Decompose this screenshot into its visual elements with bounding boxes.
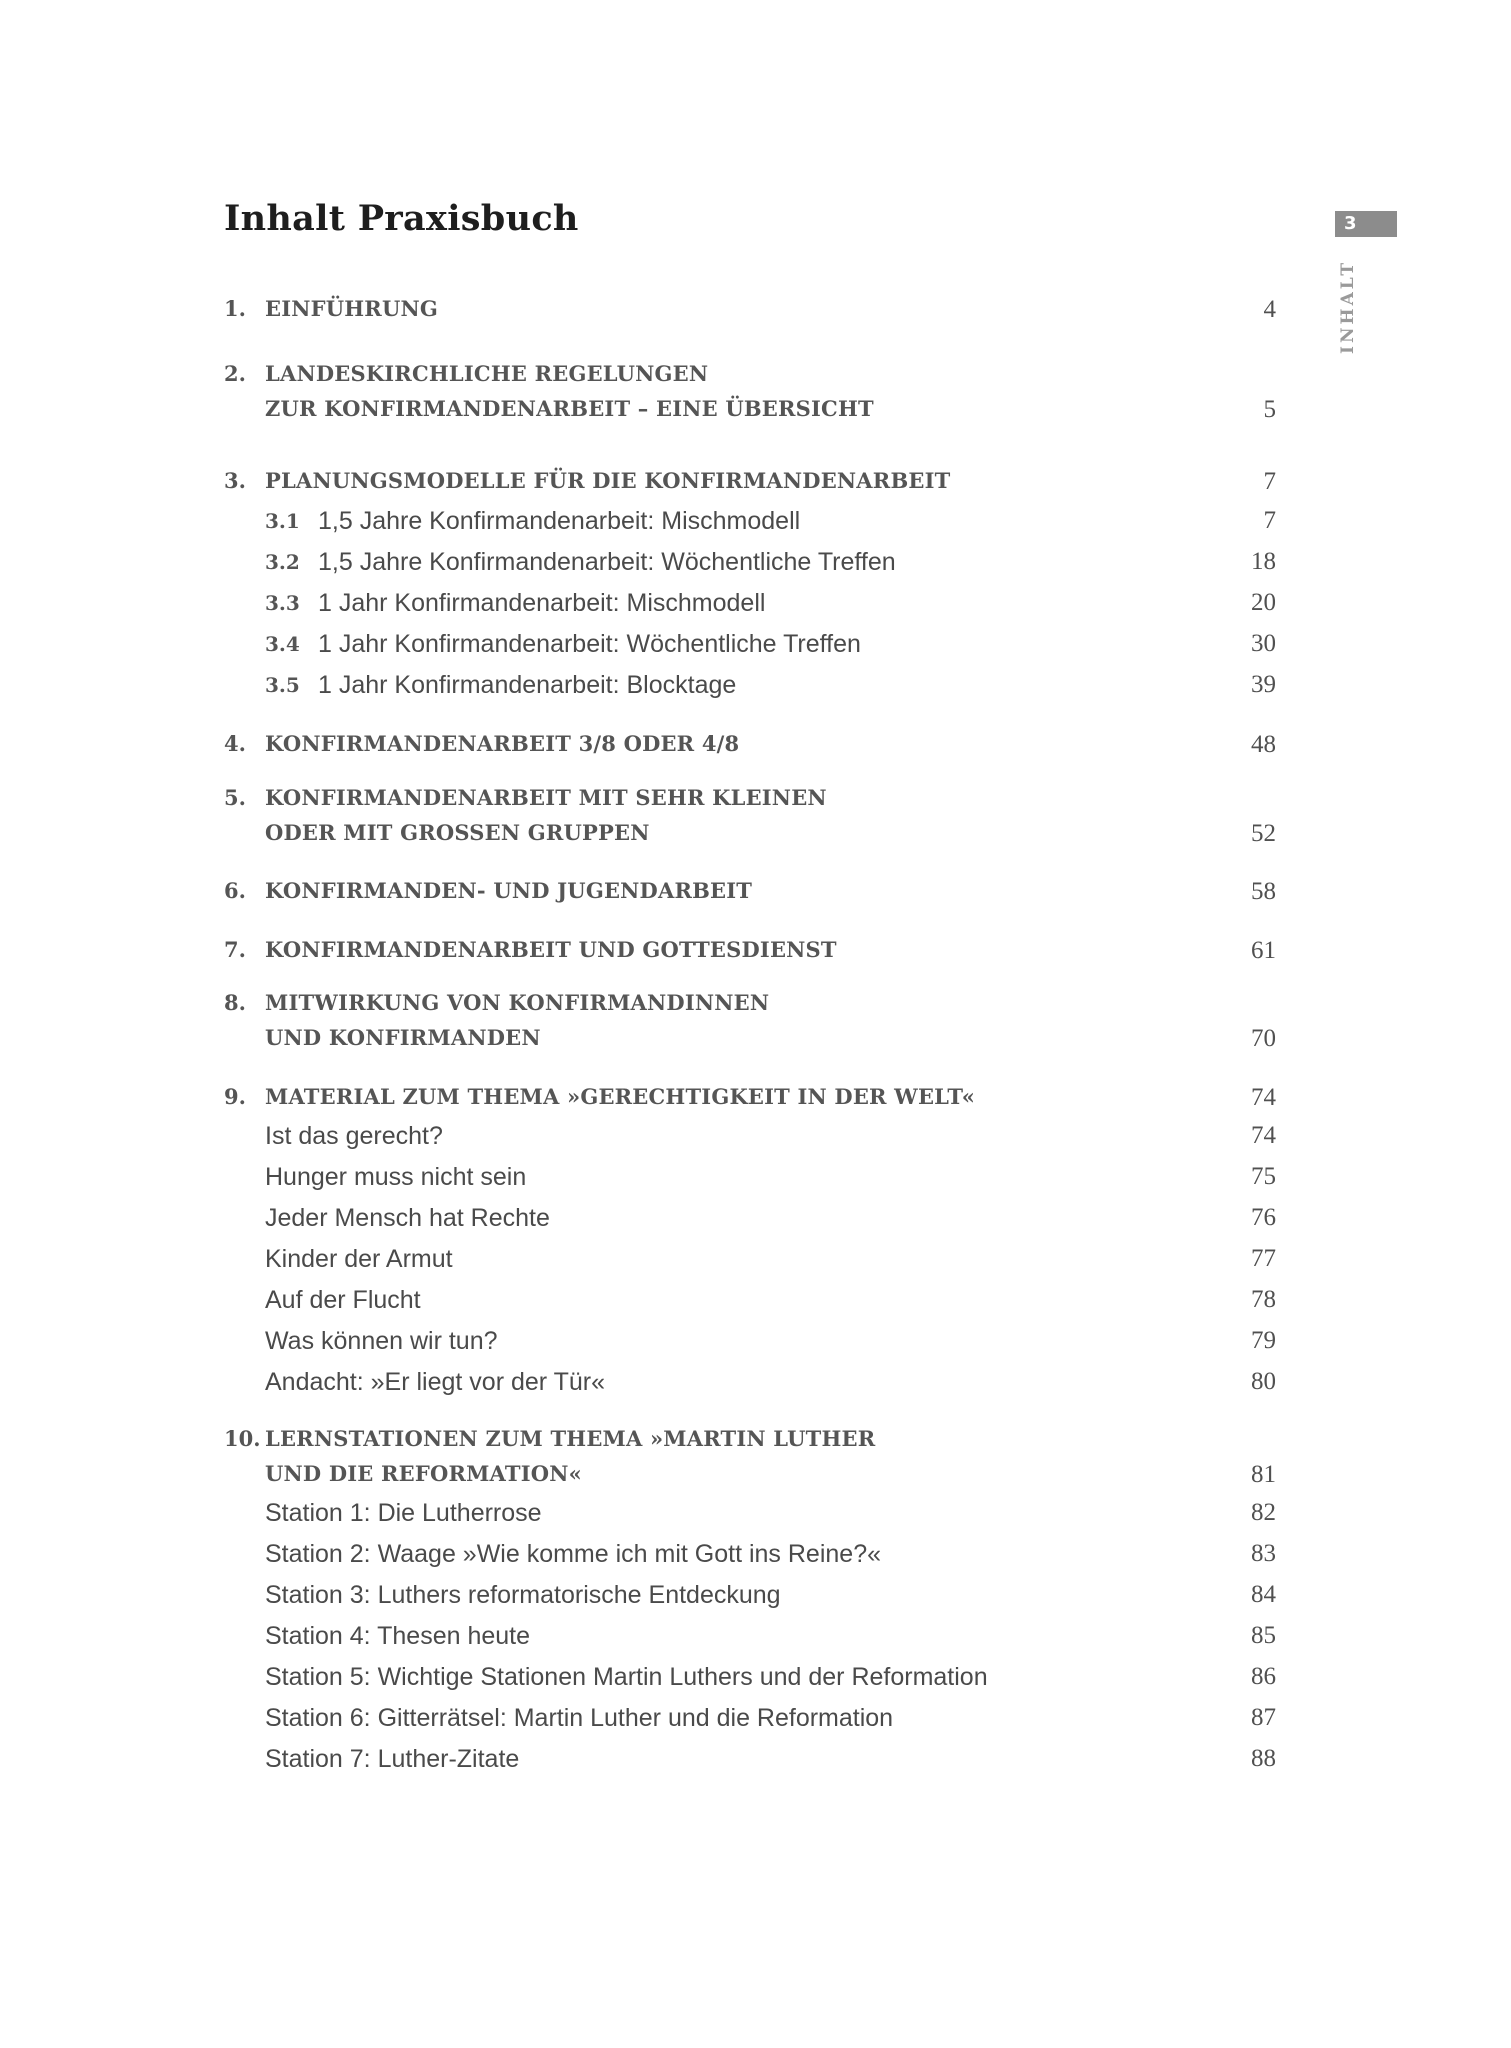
toc-subentry-title: Station 3: Luthers reformatorische Entdeckung [265,1581,781,1609]
toc-subentry-page: 77 [1251,1245,1276,1272]
toc-subentry-page: 79 [1251,1327,1276,1354]
toc-subentry-title: Andacht: »Er liegt vor der Tür« [265,1368,605,1396]
toc-entry-title: PLANUNGSMODELLE FÜR DIE KONFIRMANDENARBEIT [265,468,951,493]
toc-entry-number: 8. [224,990,246,1015]
toc-entry-title-line1: LANDESKIRCHLICHE REGELUNGEN [265,361,709,386]
toc-entry-title-line1: MITWIRKUNG VON KONFIRMANDINNEN [265,990,770,1015]
toc-entry-title: EINFÜHRUNG [265,296,438,321]
toc-entry-page: 48 [1251,731,1276,758]
toc-entry-title: KONFIRMANDEN- UND JUGENDARBEIT [265,878,753,903]
toc-entry-page: 5 [1263,396,1276,423]
toc-entry-page: 4 [1263,296,1276,323]
toc-entry-page: 74 [1251,1084,1276,1111]
toc-entry-number: 4. [224,731,246,756]
toc-entry-number: 3. [224,468,246,493]
toc-entry-page: 70 [1251,1025,1276,1052]
toc-entry-page: 58 [1251,878,1276,905]
toc-entry-title-line2: UND DIE REFORMATION« [265,1461,582,1486]
toc-subentry-title: Station 6: Gitterrätsel: Martin Luther und die Reformation [265,1704,894,1732]
toc-subentry-page: 88 [1251,1745,1276,1772]
toc-subentry-title: 1,5 Jahre Konfirmandenarbeit: Mischmodell [318,507,801,535]
toc-subentry-title: Kinder der Armut [265,1245,453,1273]
toc-subentry-number: 3.3 [265,591,300,615]
toc-subentry-title: Ist das gerecht? [265,1122,443,1150]
toc-subentry-page: 39 [1251,671,1276,698]
toc-subentry-page: 84 [1251,1581,1276,1608]
toc-entry-title: MATERIAL ZUM THEMA »GERECHTIGKEIT IN DER WELT« [265,1084,976,1109]
toc-subentry-title: Station 4: Thesen heute [265,1622,531,1650]
toc-entry-number: 7. [224,937,246,962]
toc-subentry-number: 3.4 [265,632,300,656]
toc-entry-number: 9. [224,1084,246,1109]
toc-entry-page: 61 [1251,937,1276,964]
toc-entry-title: KONFIRMANDENARBEIT UND GOTTESDIENST [265,937,837,962]
toc-entry-title-line2: ZUR KONFIRMANDENARBEIT – EINE ÜBERSICHT [265,396,874,421]
toc-subentry-page: 7 [1263,507,1276,534]
toc-subentry-number: 3.5 [265,673,300,697]
toc-entry-title: KONFIRMANDENARBEIT 3/8 ODER 4/8 [265,731,740,756]
toc-subentry-page: 20 [1251,589,1276,616]
toc-subentry-title: Station 1: Die Lutherrose [265,1499,542,1527]
toc-subentry-page: 86 [1251,1663,1276,1690]
page-title: Inhalt Praxisbuch [224,198,579,239]
toc-entry-title-line1: KONFIRMANDENARBEIT MIT SEHR KLEINEN [265,785,827,810]
toc-subentry-page: 82 [1251,1499,1276,1526]
toc-subentry-page: 75 [1251,1163,1276,1190]
toc-entry-number: 2. [224,361,246,386]
toc-subentry-number: 3.1 [265,509,300,533]
toc-entry-page: 81 [1251,1461,1276,1488]
toc-entry-number: 5. [224,785,246,810]
toc-subentry-title: 1 Jahr Konfirmandenarbeit: Blocktage [318,671,737,699]
toc-subentry-number: 3.2 [265,550,300,574]
toc-subentry-title: Jeder Mensch hat Rechte [265,1204,550,1232]
side-section-label: INHALT [1338,260,1358,354]
toc-entry-page: 7 [1263,468,1276,495]
toc-entry-title-line2: ODER MIT GROSSEN GRUPPEN [265,820,650,845]
toc-subentry-page: 18 [1251,548,1276,575]
toc-subentry-page: 85 [1251,1622,1276,1649]
toc-subentry-page: 83 [1251,1540,1276,1567]
toc-subentry-title: Hunger muss nicht sein [265,1163,527,1191]
toc-subentry-title: Station 5: Wichtige Stationen Martin Luthers und der Reformation [265,1663,988,1691]
toc-subentry-page: 87 [1251,1704,1276,1731]
toc-entry-title-line2: UND KONFIRMANDEN [265,1025,541,1050]
toc-subentry-title: 1,5 Jahre Konfirmandenarbeit: Wöchentliche Treffen [318,548,896,576]
toc-entry-number: 6. [224,878,246,903]
toc-subentry-page: 80 [1251,1368,1276,1395]
toc-subentry-title: 1 Jahr Konfirmandenarbeit: Mischmodell [318,589,766,617]
page-number: 3 [1344,213,1357,234]
toc-subentry-title: Station 7: Luther-Zitate [265,1745,520,1773]
toc-subentry-page: 78 [1251,1286,1276,1313]
toc-subentry-page: 74 [1251,1122,1276,1149]
toc-subentry-title: 1 Jahr Konfirmandenarbeit: Wöchentliche Treffen [318,630,861,658]
toc-subentry-page: 30 [1251,630,1276,657]
toc-subentry-title: Was können wir tun? [265,1327,498,1355]
toc-entry-title-line1: LERNSTATIONEN ZUM THEMA »MARTIN LUTHER [265,1426,876,1451]
toc-subentry-title: Auf der Flucht [265,1286,421,1314]
toc-entry-number: 10. [224,1426,261,1451]
toc-entry-number: 1. [224,296,246,321]
toc-subentry-page: 76 [1251,1204,1276,1231]
toc-entry-page: 52 [1251,820,1276,847]
toc-subentry-title: Station 2: Waage »Wie komme ich mit Gott ins Reine?« [265,1540,882,1568]
